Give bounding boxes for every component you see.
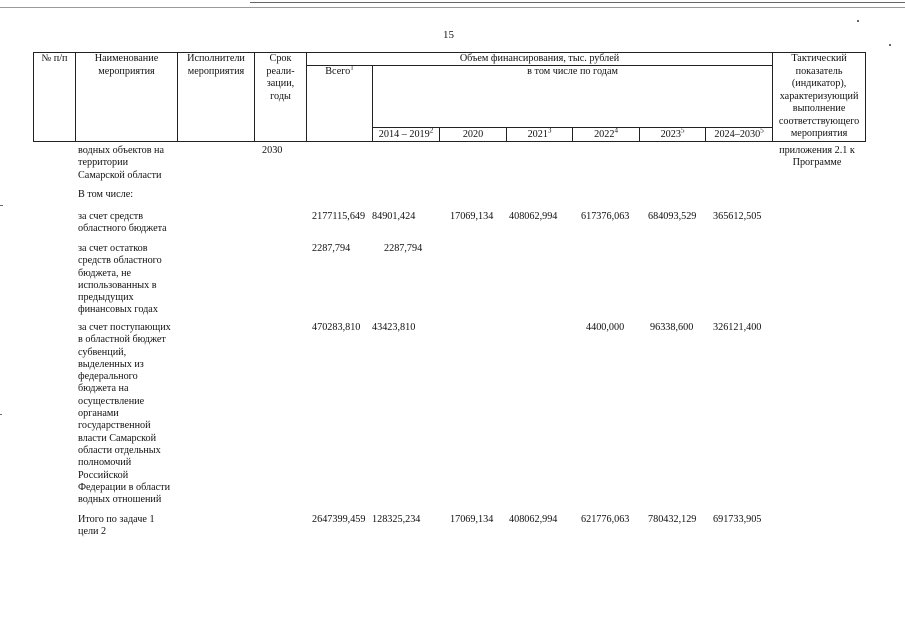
value-2014-2019: 84901,424 (372, 211, 416, 222)
year-label: 2024–2030 (714, 128, 761, 140)
total-value: 2647399,459 (312, 514, 366, 525)
header-col-name: Наименование мероприятия (76, 53, 178, 142)
header-col-by-years: в том числе по годам (373, 66, 773, 128)
year-label: 2014 – 2019 (378, 128, 430, 140)
header-col-total (307, 66, 373, 142)
header-year-2014-2019 (373, 127, 440, 141)
value-total: 2287,794 (312, 243, 351, 254)
header-col-executors: Исполнители мероприятия (178, 53, 255, 142)
year-footnote: 3 (547, 127, 552, 135)
scan-dot (889, 44, 891, 46)
header-year-2020 (440, 127, 507, 141)
name-continued: водных объектов на территории Самарской области (78, 145, 165, 181)
year-footnote: 5 (680, 127, 685, 135)
value-2014-2019: 2287,794 (384, 243, 423, 254)
value-2022: 4400,000 (586, 322, 625, 333)
scan-dot (857, 20, 859, 22)
header-year-2024-2030 (706, 127, 773, 141)
scan-dot (0, 205, 3, 206)
total-value-2014-2019: 128325,234 (372, 514, 421, 525)
header-col-indicator: Тактический показатель (индикатор), характеризующий выполнение соответствующего мероприятия (773, 53, 866, 142)
value-2023: 96338,600 (650, 322, 694, 333)
value-2024-2030: 326121,400 (713, 322, 762, 333)
header-year-2021 (507, 127, 573, 141)
value-2020: 17069,134 (450, 211, 494, 222)
header-year-2022 (573, 127, 640, 141)
value-2014-2019: 43423,810 (372, 322, 416, 333)
scan-edge-line (250, 2, 905, 3)
year-footnote: 5 (760, 127, 764, 135)
including-label: В том числе: (78, 189, 134, 200)
value-total: 470283,810 (312, 322, 361, 333)
total-value-2020: 17069,134 (450, 514, 494, 525)
header-total-label: Всего (325, 66, 351, 77)
value-2023: 684093,529 (648, 211, 697, 222)
total-value-2021: 408062,994 (509, 514, 558, 525)
year-label: 2021 (527, 128, 548, 140)
year-label: 2023 (660, 128, 681, 140)
term-value: 2030 (262, 145, 283, 156)
header-col-financing: Объем финансирования, тыс. рублей (307, 53, 773, 66)
header-col-term: Срок реали-зации, годы (255, 53, 307, 142)
year-footnote: 4 (614, 127, 618, 135)
value-2024-2030: 365612,505 (713, 211, 762, 222)
year-footnote: 2 (429, 127, 434, 135)
header-total-footnote: 1 (350, 65, 354, 72)
page-number: 15 (443, 29, 454, 41)
indicator-continued: приложения 2.1 к Программе (779, 145, 855, 169)
total-value-2024-2030: 691733,905 (713, 514, 762, 525)
header-col-number: № п/п (34, 53, 76, 142)
scan-edge-line (0, 7, 905, 8)
value-2021: 408062,994 (509, 211, 558, 222)
total-row-name: Итого по задаче 1 цели 2 (78, 514, 155, 538)
row-name: за счет поступающих в областной бюджет субвенций, выделенных из федерального бюджета на осуществление органами государственной власти Самарской области отдельных полномочий Российской Федерации в области водных отношений (78, 322, 171, 506)
total-value-2023: 780432,129 (648, 514, 697, 525)
value-total: 2177115,649 (312, 211, 366, 222)
year-label: 2020 (462, 128, 484, 140)
row-name: за счет средств областного бюджета (78, 211, 167, 235)
table-header (33, 52, 866, 142)
year-label: 2022 (594, 128, 615, 140)
header-year-2023 (640, 127, 706, 141)
value-2022: 617376,063 (581, 211, 630, 222)
total-value-2022: 621776,063 (581, 514, 630, 525)
row-name: за счет остатков средств областного бюджета, не использованных в предыдущих финансовых годах (78, 243, 162, 316)
scan-dot (0, 414, 2, 415)
